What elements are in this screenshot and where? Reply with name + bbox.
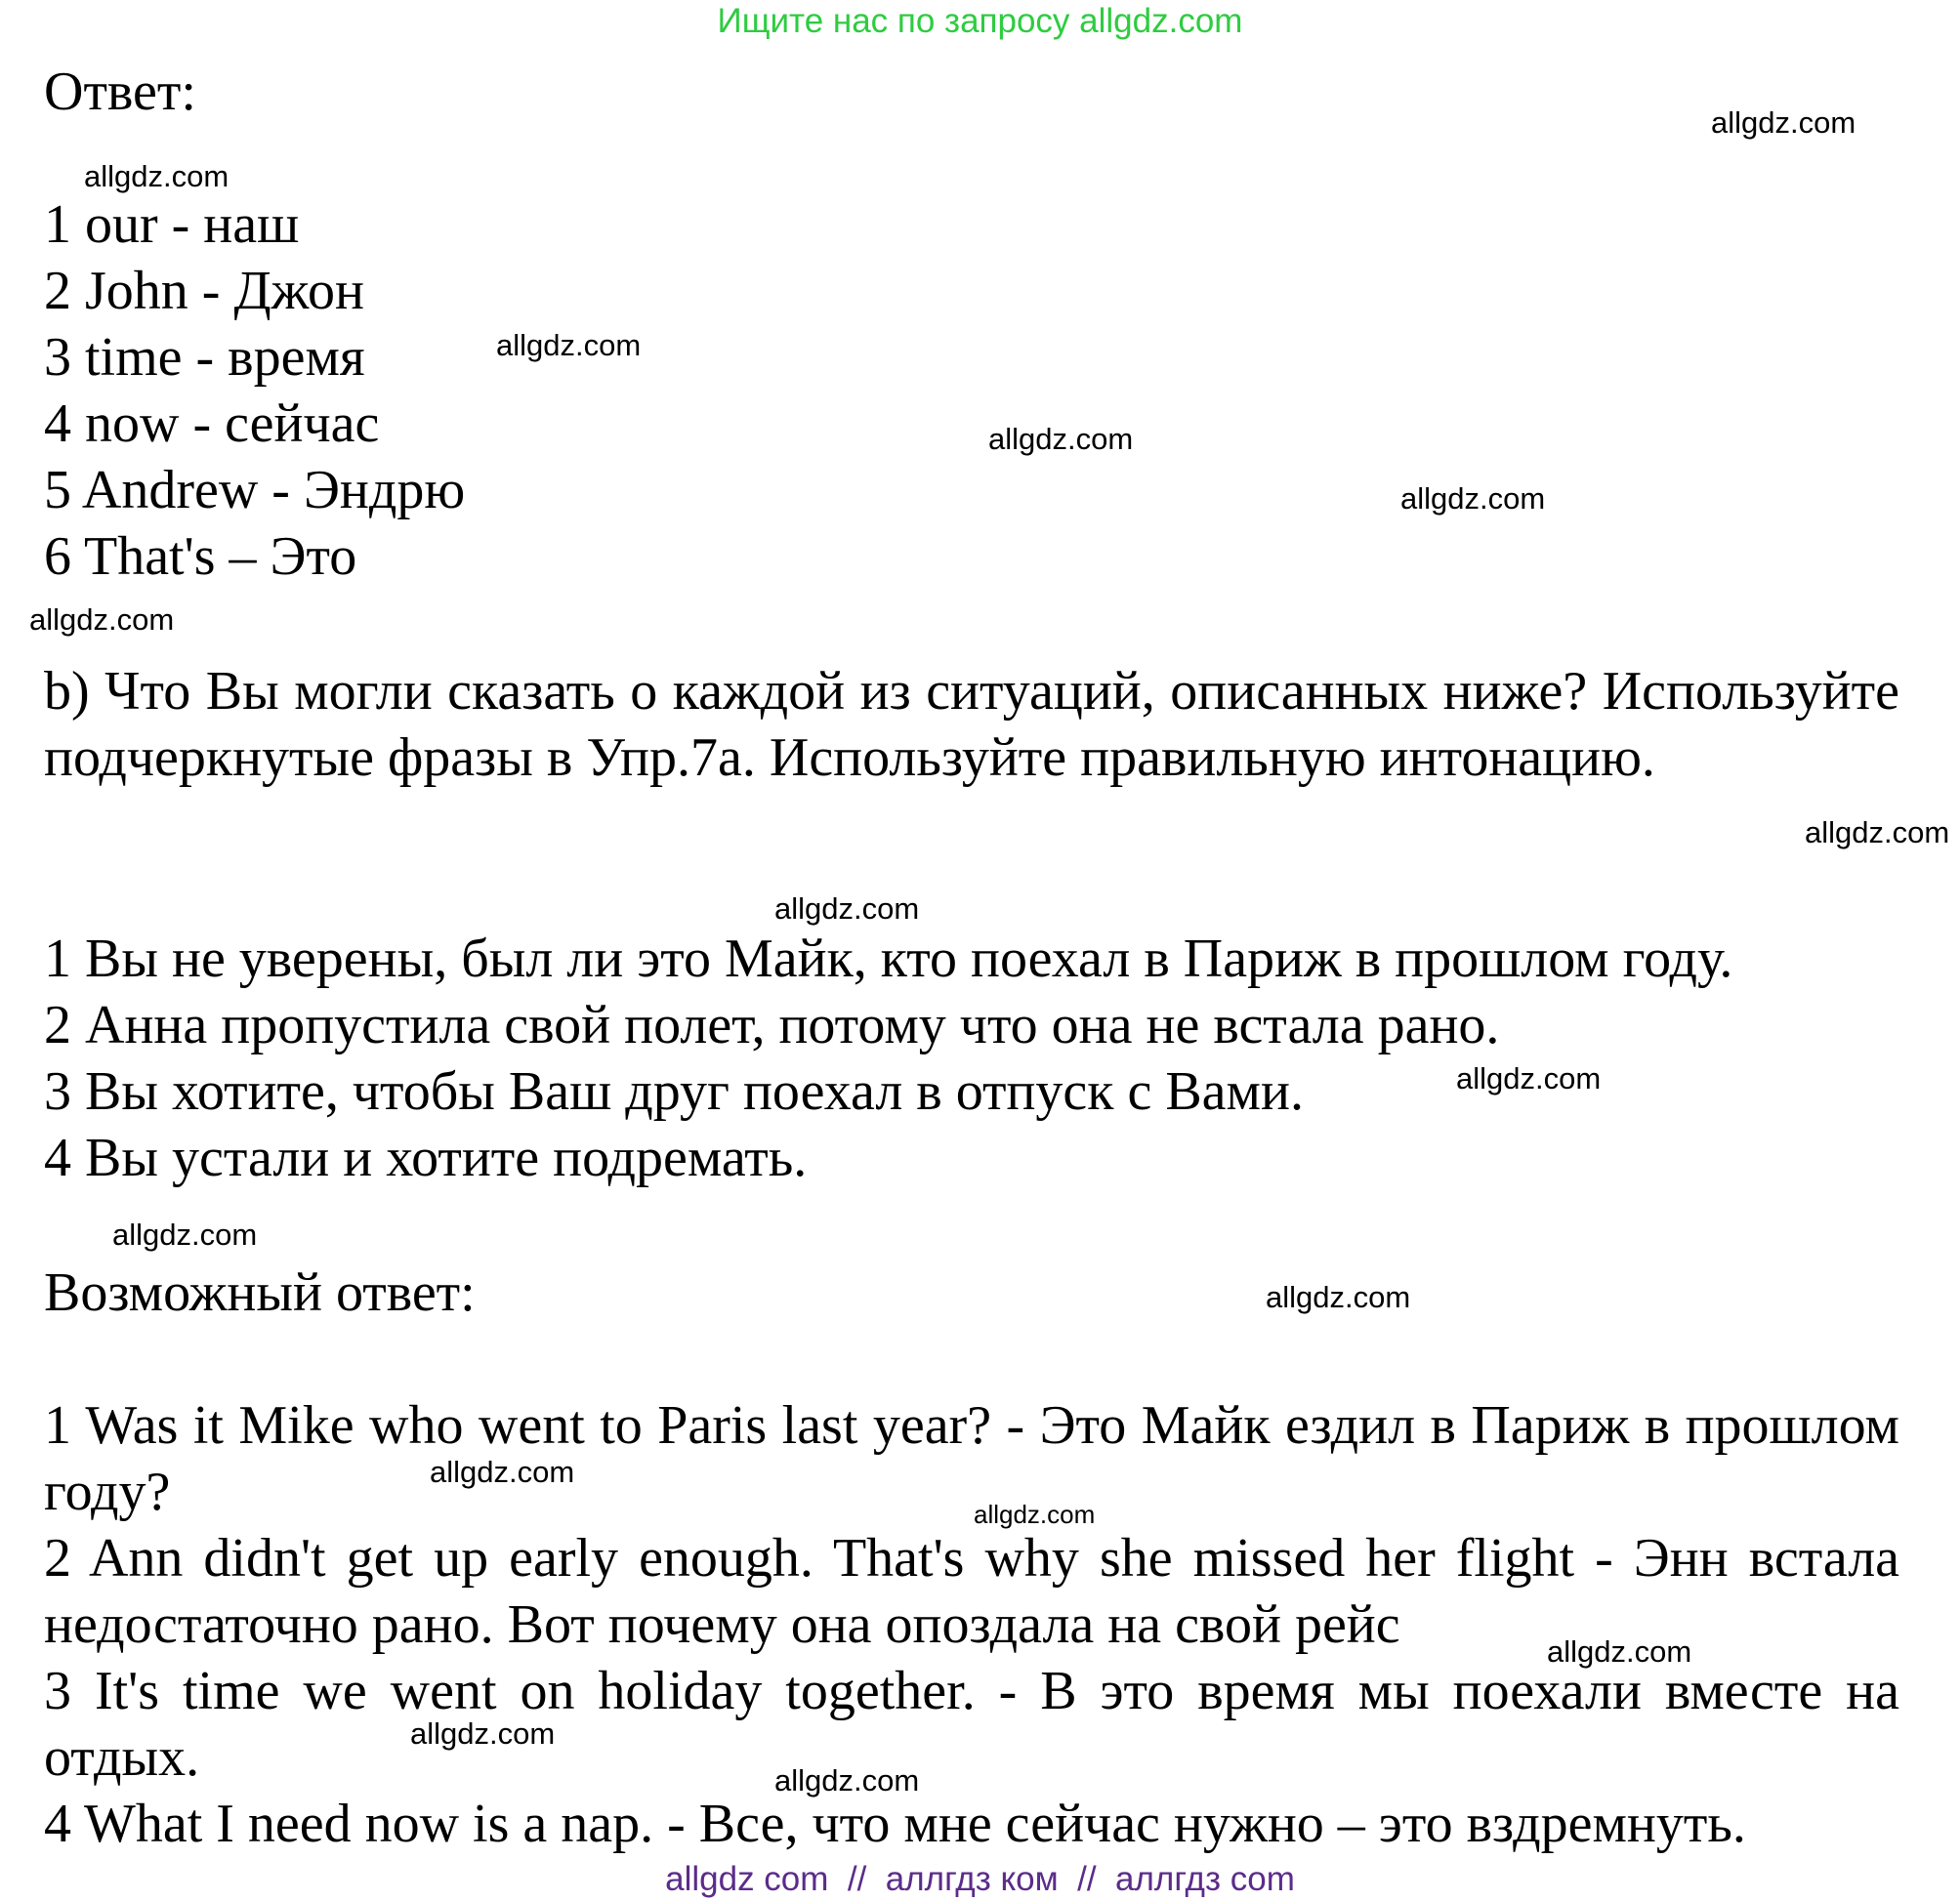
- watermark: allgdz.com: [29, 602, 175, 637]
- situation-item: 4 Вы устали и хотите подремать.: [44, 1128, 808, 1188]
- watermark: allgdz.com: [1711, 105, 1856, 140]
- watermark: allgdz.com: [496, 328, 642, 362]
- possible-answer-heading: Возможный ответ:: [44, 1262, 476, 1323]
- watermark: allgdz.com: [112, 1218, 258, 1252]
- answer-item: 5 Andrew - Эндрю: [44, 460, 466, 520]
- answer-item: 6 That's – Это: [44, 526, 357, 587]
- possible-answer-item: 1 Was it Mike who went to Paris last year? - Это Майк ездил в Париж в прошлом году?: [44, 1395, 1899, 1522]
- answer-item: 4 now - сейчас: [44, 393, 380, 454]
- watermark: allgdz.com: [410, 1716, 556, 1751]
- situation-item: 3 Вы хотите, чтобы Ваш друг поехал в отпуск с Вами.: [44, 1061, 1304, 1122]
- watermark: allgdz.com: [1400, 481, 1546, 516]
- footer: allgdz com // аллгдз ком // аллгдз com: [665, 1860, 1295, 1898]
- answer-item: 3 time - время: [44, 327, 365, 388]
- possible-answer-item: 4 What I need now is a nap. - Все, что мне сейчас нужно – это вздремнуть.: [44, 1794, 1746, 1854]
- answer-item: 1 our - наш: [44, 194, 300, 255]
- top-banner: Ищите нас по запросу allgdz.com: [717, 2, 1243, 40]
- watermark: allgdz.com: [1456, 1061, 1602, 1095]
- situation-item: 2 Анна пропустила свой полет, потому что она не встала рано.: [44, 995, 1500, 1055]
- possible-answer-item: 3 It's time we went on holiday together. - В это время мы поехали вместе на отдых.: [44, 1661, 1899, 1788]
- possible-answer-item: 2 Ann didn't get up early enough. That's why she missed her flight - Энн встала недостаточно рано. Вот почему она опоздала на свой рейс: [44, 1528, 1899, 1655]
- answer-heading: Ответ:: [44, 62, 196, 122]
- watermark: allgdz.com: [774, 1763, 920, 1798]
- watermark: allgdz.com: [1805, 815, 1950, 849]
- watermark: allgdz.com: [430, 1455, 575, 1489]
- answer-item: 2 John - Джон: [44, 261, 364, 321]
- watermark: allgdz.com: [774, 891, 920, 926]
- watermark: allgdz.com: [988, 422, 1134, 456]
- watermark: allgdz.com: [1547, 1634, 1692, 1669]
- situation-item: 1 Вы не уверены, был ли это Майк, кто поехал в Париж в прошлом году.: [44, 929, 1733, 989]
- watermark: allgdz.com: [84, 159, 229, 193]
- watermark: allgdz.com: [974, 1500, 1096, 1529]
- task-b-instruction: b) Что Вы могли сказать о каждой из ситуаций, описанных ниже? Используйте подчеркнутые фразы в Упр.7а. Используйте правильную интонацию.: [44, 661, 1899, 788]
- watermark: allgdz.com: [1266, 1280, 1411, 1314]
